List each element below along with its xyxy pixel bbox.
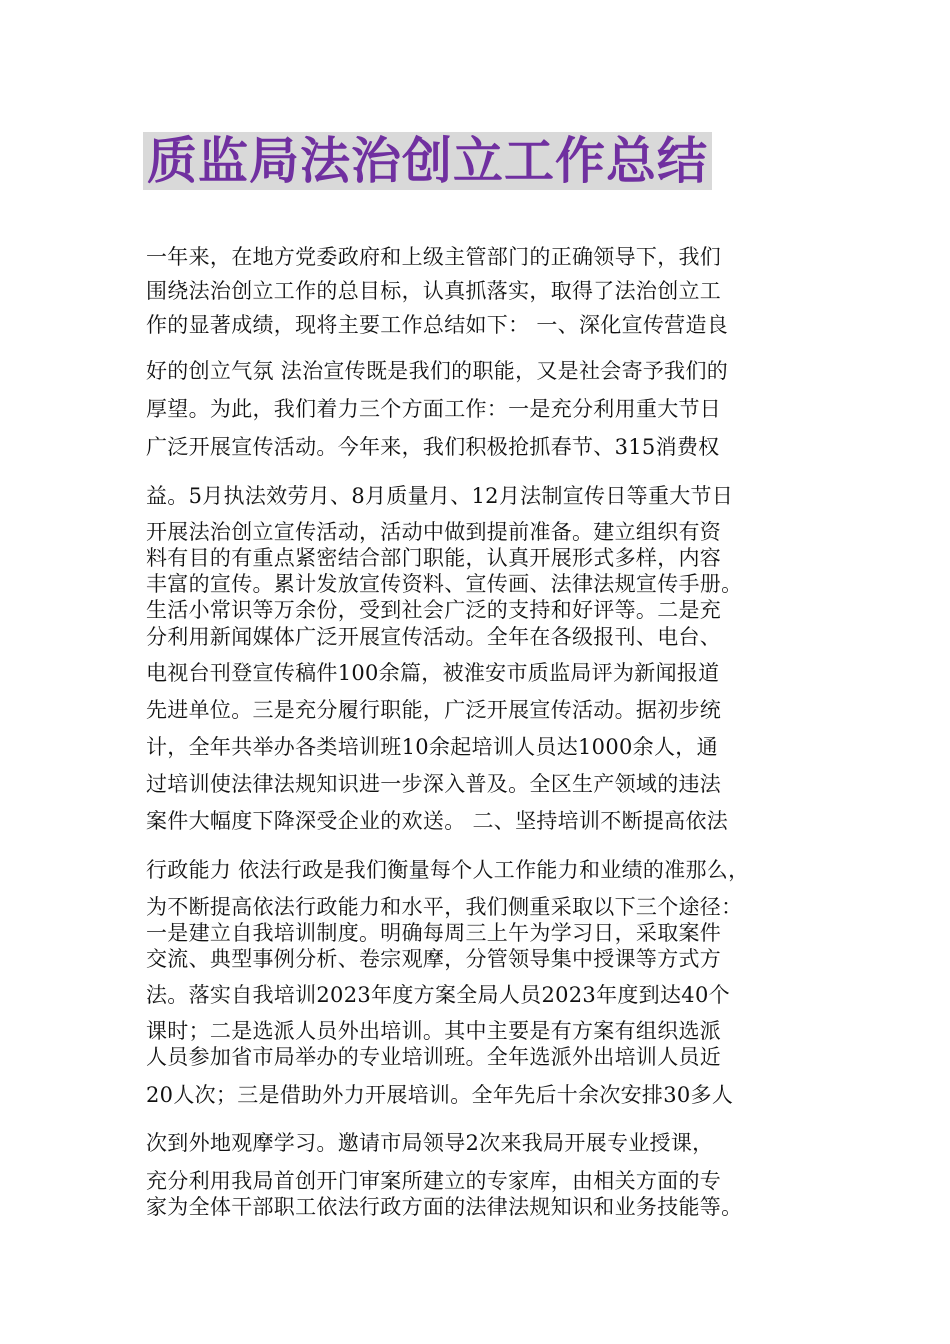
title-highlight bbox=[143, 132, 712, 190]
body-line: 法。落实自我培训2023年度方案全局人员2023年度到达40个 bbox=[146, 983, 730, 1007]
body-line: 电视台刊登宣传稿件100余篇，被淮安市质监局评为新闻报道 bbox=[146, 661, 720, 685]
body-line: 生活小常识等万余份，受到社会广泛的支持和好评等。二是充 bbox=[146, 598, 722, 622]
body-line: 作的显著成绩，现将主要工作总结如下： 一、深化宣传营造良 bbox=[146, 313, 729, 337]
document-title: 质监局法治创立工作总结 bbox=[147, 132, 708, 190]
body-line: 充分利用我局首创开门审案所建立的专家库，由相关方面的专 bbox=[146, 1169, 722, 1193]
body-line: 计，全年共举办各类培训班10余起培训人员达1000余人，通 bbox=[146, 735, 718, 759]
body-line: 益。5月执法效劳月、8月质量月、12月法制宣传日等重大节日 bbox=[146, 484, 734, 508]
body-line: 厚望。为此，我们着力三个方面工作：一是充分利用重大节日 bbox=[146, 397, 722, 421]
body-line: 好的创立气氛 法治宣传既是我们的职能，又是社会寄予我们的 bbox=[146, 359, 729, 383]
body-line: 家为全体干部职工依法行政方面的法律法规知识和业务技能等。 bbox=[146, 1195, 743, 1219]
body-line: 过培训使法律法规知识进一步深入普及。全区生产领域的违法 bbox=[146, 772, 722, 796]
body-line: 交流、典型事例分析、卷宗观摩，分管领导集中授课等方式方 bbox=[146, 947, 722, 971]
body-line: 20人次；三是借助外力开展培训。全年先后十余次安排30多人 bbox=[146, 1083, 734, 1107]
body-line: 为不断提高依法行政能力和水平，我们侧重采取以下三个途径： bbox=[146, 895, 743, 919]
body-line: 开展法治创立宣传活动，活动中做到提前准备。建立组织有资 bbox=[146, 520, 722, 544]
body-line: 行政能力 依法行政是我们衡量每个人工作能力和业绩的准那么， bbox=[146, 858, 750, 882]
body-line: 料有目的有重点紧密结合部门职能，认真开展形式多样，内容 bbox=[146, 546, 722, 570]
body-line: 案件大幅度下降深受企业的欢送。 二、坚持培训不断提高依法 bbox=[146, 809, 729, 833]
body-line: 课时；二是选派人员外出培训。其中主要是有方案有组织选派 bbox=[146, 1019, 722, 1043]
body-line: 围绕法治创立工作的总目标，认真抓落实，取得了法治创立工 bbox=[146, 279, 722, 303]
body-line: 次到外地观摩学习。邀请市局领导2次来我局开展专业授课， bbox=[146, 1131, 714, 1155]
body-line: 人员参加省市局举办的专业培训班。全年选派外出培训人员近 bbox=[146, 1045, 722, 1069]
body-line: 先进单位。三是充分履行职能，广泛开展宣传活动。据初步统 bbox=[146, 698, 722, 722]
body-line: 丰富的宣传。累计发放宣传资料、宣传画、法律法规宣传手册。 bbox=[146, 572, 743, 596]
body-line: 分利用新闻媒体广泛开展宣传活动。全年在各级报刊、电台、 bbox=[146, 625, 722, 649]
body-line: 一是建立自我培训制度。明确每周三上午为学习日，采取案件 bbox=[146, 921, 722, 945]
body-line: 广泛开展宣传活动。今年来，我们积极抢抓春节、315消费权 bbox=[146, 435, 720, 459]
body-line: 一年来，在地方党委政府和上级主管部门的正确领导下，我们 bbox=[146, 245, 722, 269]
